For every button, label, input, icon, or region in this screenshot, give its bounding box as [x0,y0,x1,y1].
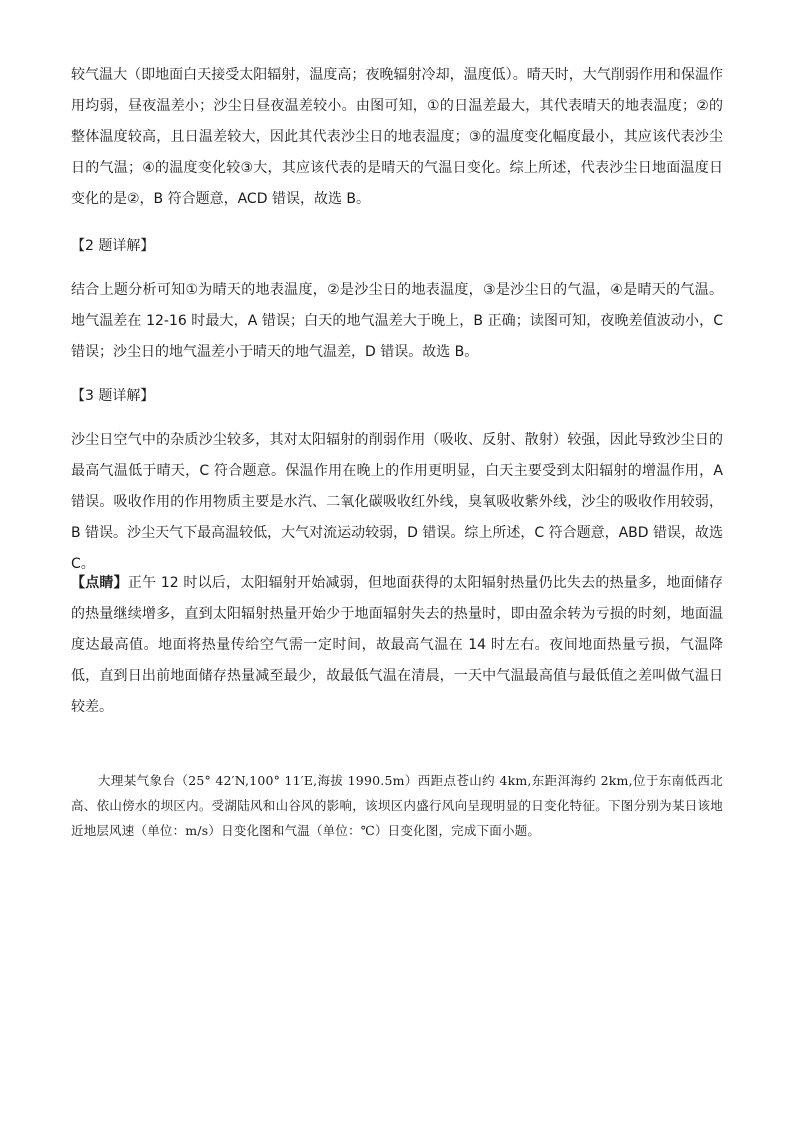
key-point-paragraph [71,568,723,723]
question-stem: 大理某气象台（25° 42′N,100° 11′E,海拔 1990.5m）西距点苍山约 4km,东距洱海约 2km,位于东南低西北高、依山傍水的坝区内。受湖陆风和山谷风的影响，该坝区内盛行风向呈现明显的日变化特征。下图分别为某日该地近地层风速（单位：m/s）日变化图和气温（单位：℃）日变化图，完成下面小题。 [71,773,723,838]
answer-2-body: 结合上题分析可知①为晴天的地表温度，②是沙尘日的地表温度，③是沙尘日的气温，④是晴天的气温。地气温差在 12-16 时最大，A 错误；白天的地气温差大于晚上，B 正确；读图可知，夜晚差值波动小，C 错误；沙尘日的地气温差小于晴天的地气温差，D 错误。故选 B。 [71,282,723,360]
answer-1-continuation: 较气温大（即地面白天接受太阳辐射，温度高；夜晚辐射冷却，温度低）。晴天时，大气削弱作用和保温作用均弱，昼夜温差小；沙尘日昼夜温差较小。由图可知，①的日温差最大，其代表晴天的地表温度；②的整体温度较高，且日温差较大，因此其代表沙尘日的地表温度；③的温度变化幅度最小，其应该代表沙尘日的气温；④的温度变化较③大，其应该代表的是晴天的气温日变化。综上所述，代表沙尘日地面温度日变化的是②，B 符合题意，ACD 错误，故选 B。 [71,67,723,207]
key-point-label: 【点睛】 [71,575,128,591]
answer-3-body: 沙尘日空气中的杂质沙尘较多，其对太阳辐射的削弱作用（吸收、反射、散射）较强，因此导致沙尘日的最高气温低于晴天，C 符合题意。保温作用在晚上的作用更明显，白天主要受到太阳辐射的增温作用，A 错误。吸收作用的作用物质主要是水汽、二氧化碳吸收红外线，臭氧吸收紫外线，沙尘的吸收作用较弱，B 错误。沙尘天气下最高温较低，大气对流运动较弱，D 错误。综上所述，C 符合题意，ABD 错误，故选 C。 [71,432,723,572]
key-point-body: 正午 12 时以后，太阳辐射开始减弱，但地面获得的太阳辐射热量仍比失去的热量多，地面储存的热量继续增多，直到太阳辐射热量开始少于地面辐射失去的热量时，即由盈余转为亏损的时刻，地面温度达最高值。地面将热量传给空气需一定时间，故最高气温在 14 时左右。夜间地面热量亏损，气温降低，直到日出前地面储存热量减至最少，故最低气温在清晨，一天中气温最高值与最低值之差叫做气温日较差。 [71,575,723,715]
answer-2-heading: 【2 题详解】 [71,238,155,254]
answer-3-heading: 【3 题详解】 [71,388,155,404]
